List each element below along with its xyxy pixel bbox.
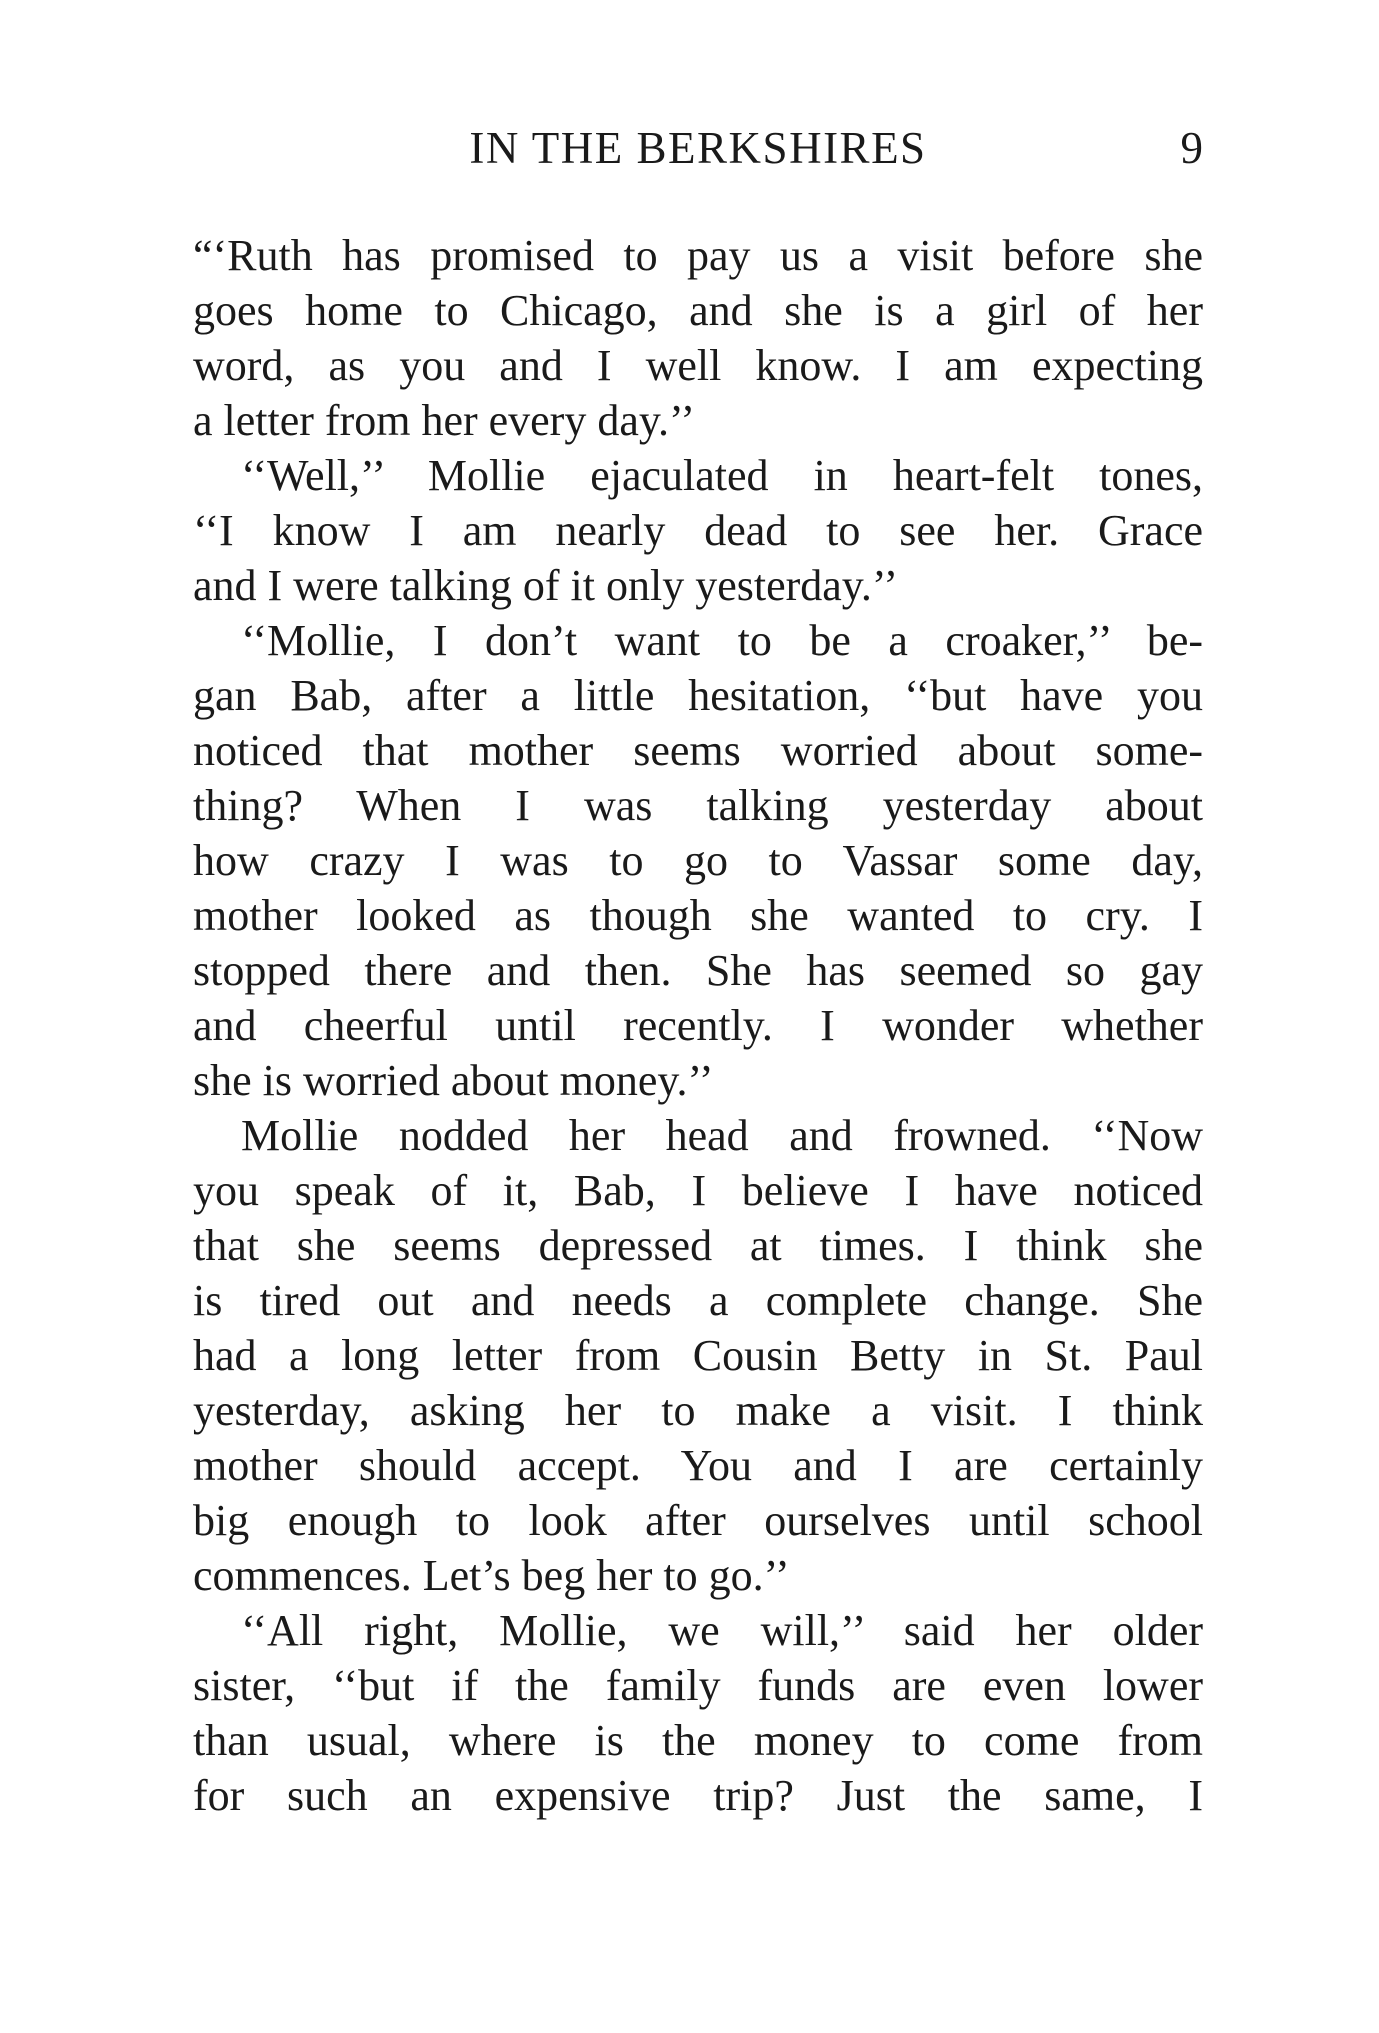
text-line: goes home to Chicago, and she is a girl of her	[193, 286, 1203, 335]
running-title: IN THE BERKSHIRES	[469, 123, 927, 173]
text-line: how crazy I was to go to Vassar some day,	[193, 836, 1203, 885]
text-line: ‘‘I know I am nearly dead to see her. Grace	[193, 506, 1203, 555]
text-line: for such an expensive trip? Just the same, I	[193, 1771, 1203, 1820]
text-line: than usual, where is the money to come from	[193, 1716, 1203, 1765]
running-head	[193, 118, 1203, 178]
text-line: you speak of it, Bab, I believe I have noticed	[193, 1166, 1203, 1215]
text-line: commences. Let’s beg her to go.’’	[193, 1551, 790, 1600]
text-line: that she seems depressed at times. I think she	[193, 1221, 1203, 1270]
text-line: “‘Ruth has promised to pay us a visit before she	[193, 231, 1203, 280]
text-line: had a long letter from Cousin Betty in St. Paul	[193, 1331, 1203, 1380]
text-line: big enough to look after ourselves until school	[193, 1496, 1203, 1545]
page-number: 9	[1180, 123, 1203, 173]
text-line: Mollie nodded her head and frowned. ‘‘Now	[241, 1111, 1203, 1160]
text-line: noticed that mother seems worried about some-	[193, 726, 1203, 775]
text-line: ‘‘All right, Mollie, we will,’’ said her older	[241, 1606, 1203, 1655]
text-line: mother should accept. You and I are certainly	[193, 1441, 1203, 1490]
text-line: ‘‘Well,’’ Mollie ejaculated in heart-felt tones,	[241, 451, 1203, 500]
text-line: yesterday, asking her to make a visit. I think	[193, 1386, 1203, 1435]
text-line: ‘‘Mollie, I don’t want to be a croaker,’’ be-	[241, 616, 1203, 665]
text-line: sister, ‘‘but if the family funds are even lower	[193, 1661, 1203, 1710]
text-line: stopped there and then. She has seemed so gay	[193, 946, 1203, 995]
text-line: and cheerful until recently. I wonder whether	[193, 1001, 1203, 1050]
text-line: a letter from her every day.’’	[193, 396, 696, 445]
text-line: thing? When I was talking yesterday about	[193, 781, 1203, 830]
text-line: word, as you and I well know. I am expecting	[193, 341, 1203, 390]
text-line: and I were talking of it only yesterday.’’	[193, 561, 898, 610]
text-line: gan Bab, after a little hesitation, ‘‘but have you	[193, 671, 1203, 720]
text-line: is tired out and needs a complete change. She	[193, 1276, 1203, 1325]
body-text	[193, 228, 1203, 1823]
text-line: mother looked as though she wanted to cry. I	[193, 891, 1203, 940]
text-line: she is worried about money.’’	[193, 1056, 714, 1105]
